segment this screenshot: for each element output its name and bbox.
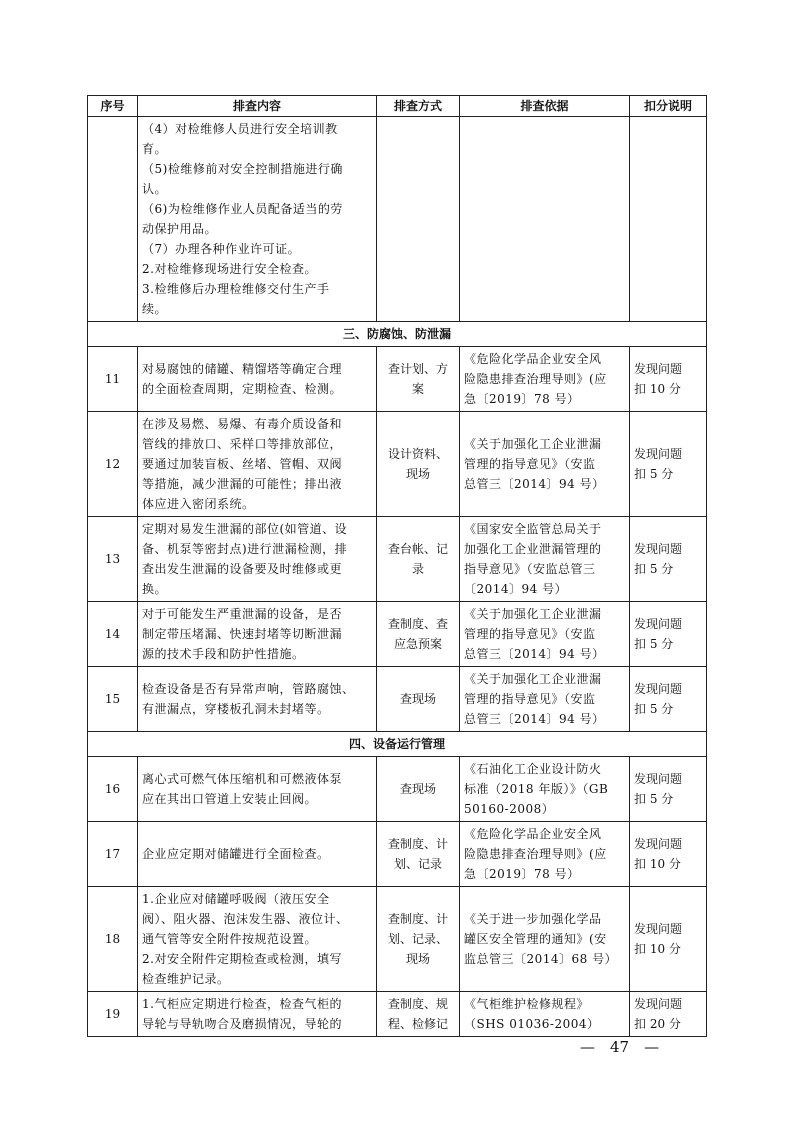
text-line: 检查设备是否有异常声响，管路腐蚀、	[142, 682, 355, 696]
text-line: 监总管三〔2014〕68 号）	[464, 952, 618, 966]
row-no: 12	[88, 412, 138, 517]
text-line: 体应进入密闭系统。	[142, 497, 255, 511]
text-line: 《关于加强化工企业泄漏	[464, 672, 602, 686]
text-line: 发现问题	[634, 362, 683, 376]
row-deduct	[630, 757, 707, 822]
text-line: 查制度、查	[387, 617, 448, 631]
row-no	[88, 117, 138, 322]
inspection-table	[87, 95, 707, 1037]
row-deduct	[630, 887, 707, 992]
text-line: 阀）、阻火器、泡沫发生器、液位计、	[142, 912, 349, 926]
text-line: 急〔2019〕78 号）	[464, 867, 580, 881]
text-line: 源的技术手段和防护性措施。	[142, 647, 305, 661]
row-basis	[460, 347, 630, 412]
text-line: 扣 5 分	[634, 467, 674, 481]
text-line: 程、检修记	[387, 1017, 448, 1031]
text-line: 认。	[142, 182, 168, 196]
row-method	[377, 347, 460, 412]
text-line: 现场	[405, 467, 430, 481]
row-deduct	[630, 412, 707, 517]
text-line: 划、记录	[393, 857, 442, 871]
text-line: 对于可能发生严重泄漏的设备，是否	[142, 607, 343, 621]
row-content	[138, 412, 377, 517]
text-line: 通气管等安全附件按规范设置。	[142, 932, 318, 946]
text-line: 扣 5 分	[634, 792, 674, 806]
text-line: 罐区安全管理的通知》(安	[464, 932, 607, 946]
text-line: 动保护用品。	[142, 222, 218, 236]
row-basis	[460, 757, 630, 822]
section-title: 三、防腐蚀、防泄漏	[88, 322, 707, 347]
text-line: 查制度、计	[387, 912, 448, 926]
row-basis	[460, 992, 630, 1037]
text-line: 扣 5 分	[634, 702, 674, 716]
text-line: 企业应定期对储罐进行全面检查。	[142, 847, 330, 861]
text-line: 录	[411, 562, 424, 576]
text-line: 扣 10 分	[634, 382, 681, 396]
text-line: 查台帐、记	[387, 542, 448, 556]
text-line: 急〔2019〕78 号）	[464, 392, 580, 406]
row-basis	[460, 667, 630, 732]
text-line: 《石油化工企业设计防火	[464, 762, 602, 776]
text-line: 查出发生泄漏的设备要及时维修或更	[142, 562, 343, 576]
text-line: 扣 5 分	[634, 637, 674, 651]
row-method	[377, 517, 460, 602]
text-line: 50160-2008）	[464, 802, 555, 816]
text-line: 查制度、规	[387, 997, 448, 1011]
table-row	[88, 887, 707, 992]
row-basis	[460, 602, 630, 667]
row-no: 18	[88, 887, 138, 992]
text-line: 的全面检查周期，定期检查、检测。	[142, 382, 343, 396]
text-line: 换。	[142, 582, 168, 596]
text-line: 续。	[142, 302, 168, 316]
row-basis	[460, 822, 630, 887]
text-line: 在涉及易燃、易爆、有毒介质设备和	[142, 417, 343, 431]
section-row	[88, 322, 707, 347]
text-line: 《关于加强化工企业泄漏	[464, 437, 602, 451]
text-line: 要通过加装盲板、丝堵、管帽、双阀	[142, 457, 343, 471]
text-line: 〔2014〕94 号）	[464, 582, 568, 596]
row-deduct	[630, 117, 707, 322]
text-line: 指导意见》（安监总管三	[464, 562, 596, 576]
row-content	[138, 992, 377, 1037]
text-line: 发现问题	[634, 922, 683, 936]
row-content	[138, 602, 377, 667]
row-basis	[460, 887, 630, 992]
text-line: 标准（2018 年版）》（GB	[464, 782, 609, 796]
text-line: 扣 10 分	[634, 942, 681, 956]
row-content	[138, 117, 377, 322]
header-deduct: 扣分说明	[630, 96, 707, 117]
text-line: 应在其出口管道上安装止回阀。	[142, 792, 318, 806]
row-no: 14	[88, 602, 138, 667]
header-row	[88, 96, 707, 117]
row-basis	[460, 517, 630, 602]
row-content	[138, 757, 377, 822]
text-line: 查计划、方	[387, 362, 448, 376]
text-line: 导轮与导轨吻合及磨损情况，导轮的	[142, 1017, 343, 1031]
row-method	[377, 992, 460, 1037]
row-deduct	[630, 992, 707, 1037]
text-line: 险隐患排查治理导则》(应	[464, 847, 607, 861]
text-line: 《关于进一步加强化学品	[464, 912, 602, 926]
table-row	[88, 517, 707, 602]
text-line: 总管三〔2014〕94 号）	[464, 477, 605, 491]
table-row	[88, 412, 707, 517]
text-line: 总管三〔2014〕94 号）	[464, 712, 605, 726]
table-row	[88, 117, 707, 322]
text-line: 加强化工企业泄漏管理的	[464, 542, 602, 556]
text-line: 制定带压堵漏、快速封堵等切断泄漏	[142, 627, 343, 641]
section-title: 四、设备运行管理	[88, 732, 707, 757]
row-no: 16	[88, 757, 138, 822]
table-row	[88, 347, 707, 412]
text-line: 3.检维修后办理检维修交付生产手	[142, 282, 330, 296]
text-line: 2.对安全附件定期检查或检测，填写	[142, 952, 342, 966]
row-deduct	[630, 822, 707, 887]
text-line: 发现问题	[634, 997, 683, 1011]
text-line: 检查维护记录。	[142, 972, 230, 986]
text-line: 发现问题	[634, 682, 683, 696]
text-line: 应急预案	[393, 637, 442, 651]
header-method: 排查方式	[377, 96, 460, 117]
text-line: 发现问题	[634, 837, 683, 851]
text-line: 《国家安全监管总局关于	[464, 522, 602, 536]
text-line: 《危险化学品企业安全风	[464, 827, 602, 841]
header-no: 序号	[88, 96, 138, 117]
text-line: 查现场	[399, 782, 436, 796]
text-line: 案	[411, 382, 424, 396]
text-line: 扣 20 分	[634, 1017, 681, 1031]
text-line: 查现场	[399, 692, 436, 706]
text-line: （7）办理各种作业许可证。	[142, 242, 301, 256]
text-line: 管理的指导意见》（安监	[464, 457, 596, 471]
text-line: 划、记录、	[387, 932, 448, 946]
row-method	[377, 757, 460, 822]
row-deduct	[630, 667, 707, 732]
row-no: 15	[88, 667, 138, 732]
header-content: 排查内容	[138, 96, 377, 117]
row-method	[377, 822, 460, 887]
text-line: （5)检维修前对安全控制措施进行确	[142, 162, 343, 176]
text-line: 育。	[142, 142, 168, 156]
row-basis	[460, 117, 630, 322]
row-method	[377, 412, 460, 517]
text-line: （4）对检维修人员进行安全培训教	[142, 122, 338, 136]
table-row	[88, 602, 707, 667]
text-line: 定期对易发生泄漏的部位(如管道、设	[142, 522, 348, 536]
text-line: 设计资料、	[387, 447, 448, 461]
row-method	[377, 887, 460, 992]
row-deduct	[630, 517, 707, 602]
row-method	[377, 117, 460, 322]
row-content	[138, 667, 377, 732]
text-line: 管理的指导意见》（安监	[464, 627, 596, 641]
text-line: 现场	[405, 952, 430, 966]
row-content	[138, 822, 377, 887]
section-row	[88, 732, 707, 757]
row-content	[138, 347, 377, 412]
text-line: 发现问题	[634, 447, 683, 461]
table-row	[88, 667, 707, 732]
text-line: 管线的排放口、采样口等排放部位，	[142, 437, 343, 451]
text-line: （6)为检维修作业人员配备适当的劳	[142, 202, 343, 216]
text-line: 险隐患排查治理导则》(应	[464, 372, 607, 386]
text-line: 对易腐蚀的储罐、精馏塔等确定合理	[142, 362, 343, 376]
row-deduct	[630, 602, 707, 667]
text-line: 扣 5 分	[634, 562, 674, 576]
text-line: 《气柜维护检修规程》	[464, 997, 590, 1011]
text-line: 《危险化学品企业安全风	[464, 352, 602, 366]
text-line: 发现问题	[634, 617, 683, 631]
row-content	[138, 887, 377, 992]
text-line: 发现问题	[634, 772, 683, 786]
text-line: 总管三〔2014〕94 号）	[464, 647, 605, 661]
row-no: 11	[88, 347, 138, 412]
text-line: 《关于加强化工企业泄漏	[464, 607, 602, 621]
row-deduct	[630, 347, 707, 412]
row-content	[138, 517, 377, 602]
row-method	[377, 602, 460, 667]
table-row	[88, 992, 707, 1037]
text-line: （SHS 01036-2004）	[464, 1017, 600, 1031]
text-line: 1.气柜应定期进行检查，检查气柜的	[142, 997, 342, 1011]
text-line: 有泄漏点，穿楼板孔洞未封堵等。	[142, 702, 330, 716]
text-line: 发现问题	[634, 542, 683, 556]
header-basis: 排查依据	[460, 96, 630, 117]
row-basis	[460, 412, 630, 517]
text-line: 查制度、计	[387, 837, 448, 851]
text-line: 1.企业应对储罐呼吸阀（液压安全	[142, 892, 330, 906]
text-line: 2.对检维修现场进行安全检查。	[142, 262, 317, 276]
table-row	[88, 822, 707, 887]
text-line: 等措施，减少泄漏的可能性；排出液	[142, 477, 343, 491]
row-no: 17	[88, 822, 138, 887]
text-line: 管理的指导意见》（安监	[464, 692, 596, 706]
text-line: 备、机泵等密封点)进行泄漏检测，排	[142, 542, 348, 556]
text-line: 离心式可燃气体压缩机和可燃液体泵	[142, 772, 343, 786]
page-number: — 47 —	[580, 1038, 660, 1056]
row-no: 13	[88, 517, 138, 602]
table-row	[88, 757, 707, 822]
row-method	[377, 667, 460, 732]
text-line: 扣 10 分	[634, 857, 681, 871]
row-no: 19	[88, 992, 138, 1037]
